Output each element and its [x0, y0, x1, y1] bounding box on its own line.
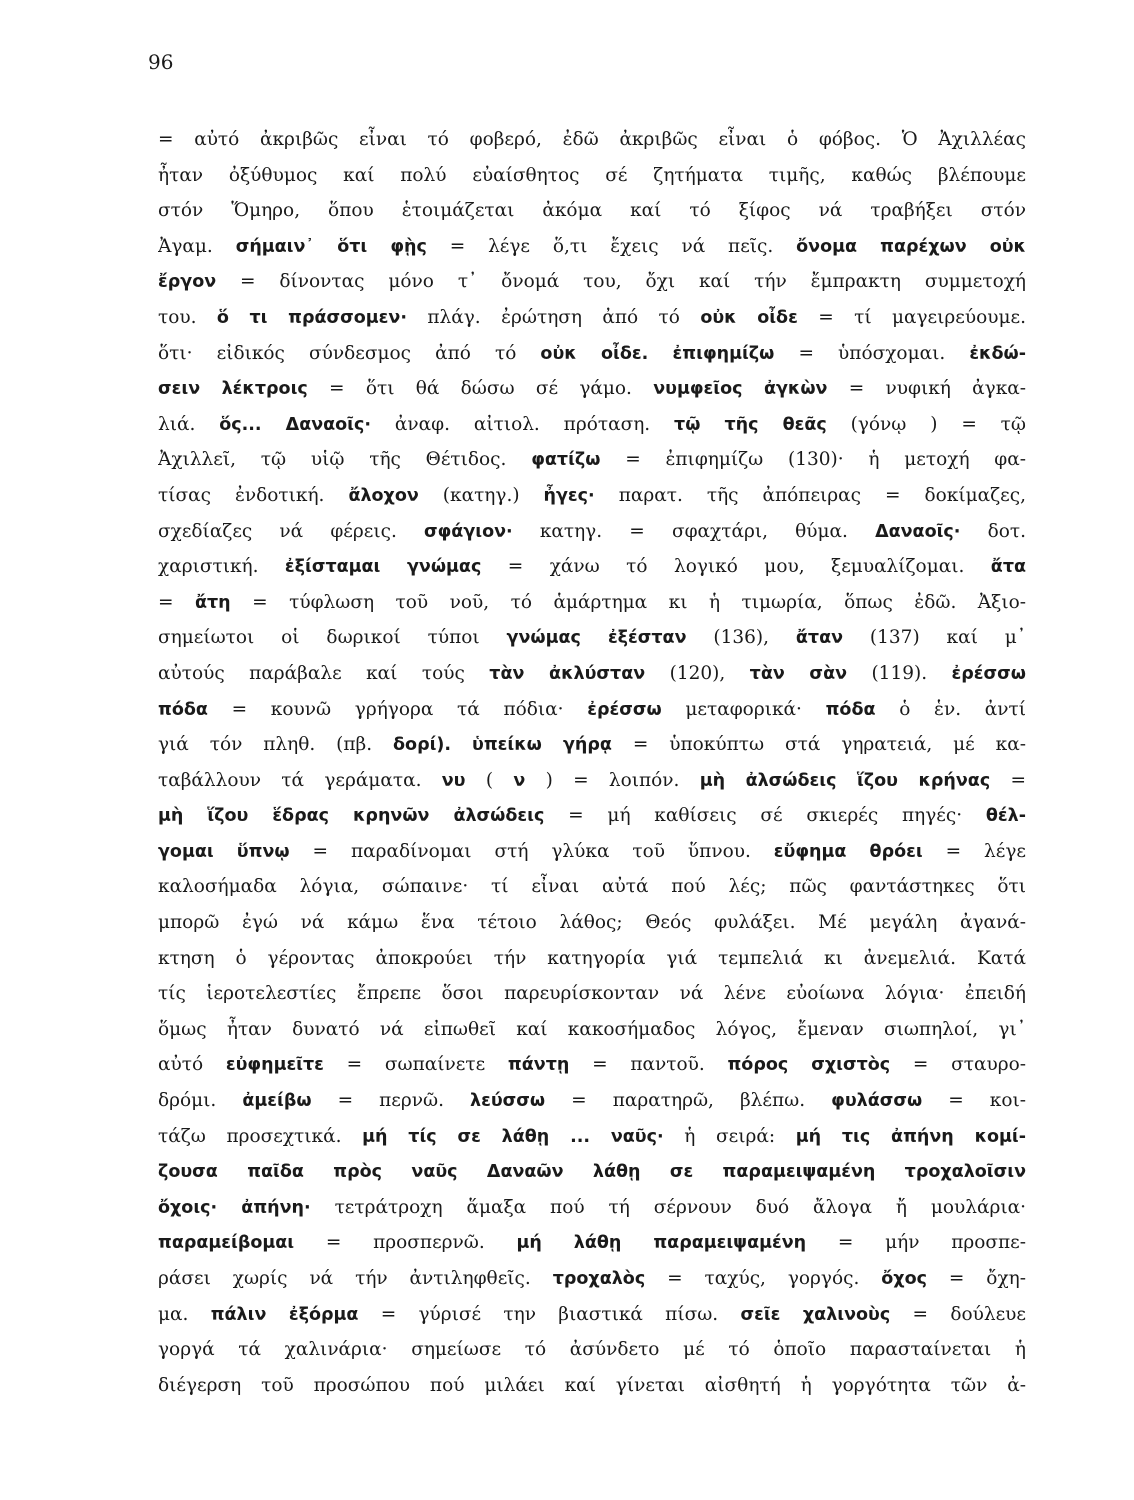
text-segment: στόν Ὅμηρο, ὅπου ἑτοιμάζεται ἀκόμα καί τό ξίφος νά τραβήξει στόν	[158, 200, 1026, 222]
lemma-term: ἐρέσσω	[587, 699, 662, 720]
text-line	[158, 1297, 1026, 1333]
text-segment: χαριστική.	[158, 556, 285, 578]
text-segment: μπορῶ ἐγώ νά κάμω ἕνα τέτοιο λάθος; Θεός φυλάξει. Μέ μεγάλη ἀγανά-	[158, 912, 1026, 934]
lemma-term: σεῖε χαλινοὺς	[740, 1304, 891, 1325]
text-segment: λιά.	[158, 413, 220, 435]
text-segment: ὅτι· εἰδικός σύνδεσμος ἀπό τό	[158, 342, 541, 364]
text-line	[158, 478, 1026, 514]
text-segment: = γύρισέ την βιαστικά πίσω.	[358, 1303, 741, 1325]
text-segment: σχεδίαζες νά φέρεις.	[158, 520, 424, 542]
text-segment: γιά τόν πληθ. (πβ.	[158, 734, 394, 756]
text-segment: σημείωτοι οἱ δωρικοί τύποι	[158, 627, 507, 649]
lemma-term: ζουσα παῖδα πρὸς ναῦς Δαναῶν λάθῃ σε παραμειψαμένη τροχαλοῖσιν	[158, 1162, 1026, 1183]
text-line	[158, 727, 1026, 763]
lemma-term: ἄτα	[990, 557, 1026, 578]
text-segment: = μή καθίσεις σέ σκιερές πηγές·	[544, 805, 986, 827]
lemma-term: ἄταν	[795, 628, 844, 649]
lemma-term: ἐρέσσω	[951, 663, 1026, 684]
lemma-term: πόδα	[825, 699, 876, 720]
text-segment: = κουνῶ γρήγορα τά πόδια·	[207, 698, 588, 720]
text-segment: Ἀγαμ.	[158, 235, 236, 257]
lemma-term: φυλάσσω	[831, 1091, 923, 1112]
commentary-text	[158, 122, 1026, 1403]
text-segment: τίσας ἐνδοτική.	[158, 484, 349, 506]
text-segment: = δίνοντας μόνο τ᾽ ὄνομά του, ὄχι καί τήν ἔμπρακτη συμμετοχή	[216, 271, 1026, 293]
lemma-term: πάντῃ	[507, 1055, 570, 1076]
lemma-term: ἔργον	[158, 272, 217, 293]
text-segment: = λέγε ὅ,τι ἔχεις νά πεῖς.	[426, 235, 797, 257]
text-line	[158, 122, 1026, 158]
lemma-term: ἀμείβω	[242, 1091, 312, 1112]
text-line	[158, 158, 1026, 194]
lemma-term: ὅ τι πράσσομεν·	[216, 307, 407, 328]
lemma-term: ἄλοχον	[348, 485, 419, 506]
text-segment: ὅμως ἦταν δυνατό νά εἰπωθεῖ καί κακοσήμαδος λόγος, ἔμεναν σιωπηλοί, γι᾽	[158, 1018, 1026, 1040]
text-segment: = τί μαγειρεύουμε.	[797, 306, 1026, 328]
text-segment: = ὄχη-	[926, 1268, 1026, 1289]
lemma-term: οὐκ οἶδε. ἐπιφημίζω	[540, 343, 775, 364]
text-segment: (119).	[847, 662, 952, 684]
lemma-term: μὴ ἀλσώδεις ἵζου κρήνας	[699, 770, 991, 791]
text-line	[158, 1332, 1026, 1368]
text-segment: ) = λοιπόν.	[525, 769, 700, 791]
text-segment: = αὐτό ἀκριβῶς εἶναι τό φοβερό, ἐδῶ ἀκριβῶς εἶναι ὁ φόβος. Ὁ Ἀχιλλέας	[158, 129, 1026, 150]
text-segment: κατηγ. = σφαχτάρι, θύμα.	[512, 520, 876, 542]
text-line	[158, 656, 1026, 692]
text-segment: αὐτούς παράβαλε καί τούς	[158, 662, 490, 684]
text-segment: =	[990, 769, 1026, 791]
lemma-term: εὐφημεῖτε	[225, 1055, 324, 1076]
text-segment: = δούλευε	[890, 1303, 1026, 1325]
text-segment: αὐτό	[158, 1054, 226, 1076]
text-segment: = τύφλωση τοῦ νοῦ, τό ἁμάρτημα κι ἡ τιμωρία, ὅπως ἐδῶ. Ἀξιο-	[230, 591, 1026, 613]
text-segment: = κοι-	[922, 1090, 1026, 1112]
text-segment: τάζω προσεχτικά.	[158, 1125, 363, 1147]
text-segment: (γόνῳ ) = τῷ	[826, 413, 1026, 435]
lemma-term: πάλιν ἐξόρμα	[210, 1304, 359, 1325]
text-segment: δοτ.	[960, 520, 1026, 542]
text-line	[158, 514, 1026, 550]
text-segment: ταβάλλουν τά γεράματα.	[158, 769, 442, 791]
text-segment: = παρατηρῶ, βλέπω.	[545, 1090, 832, 1112]
lemma-term: ἐκδώ-	[969, 343, 1026, 364]
lemma-term: πόρος σχιστὸς	[727, 1055, 891, 1076]
text-segment: ἡ σειρά:	[663, 1125, 796, 1147]
text-line	[158, 407, 1026, 443]
lemma-term: δορί).	[393, 735, 452, 756]
text-segment: μεταφορικά·	[661, 698, 826, 720]
lemma-term: ὑπείκω γήρᾳ	[472, 735, 612, 756]
lemma-term: γνώμας ἐξέσταν	[506, 628, 687, 649]
lemma-term: Δαναοῖς·	[875, 521, 961, 542]
text-line	[158, 905, 1026, 941]
text-segment: τετράτροχη ἅμαξα πού τή σέρνουν δυό ἄλογα ἤ μουλάρια·	[310, 1196, 1026, 1218]
text-line	[158, 1154, 1026, 1190]
text-segment: διέγερση τοῦ προσώπου πού μιλάει καί γίνεται αἰσθητή ἡ γοργότητα τῶν ἀ-	[158, 1374, 1026, 1396]
text-line	[158, 1190, 1026, 1226]
text-segment: = ὑπόσχομαι.	[774, 342, 970, 364]
lemma-term: σειν λέκτροις	[158, 379, 308, 400]
text-segment: τίς ἱεροτελεστίες ἔπρεπε ὅσοι παρευρίσκονταν νά λένε εὐοίωνα λόγια· ἐπειδή	[158, 983, 1026, 1005]
text-segment: ἀναφ. αἰτιολ. πρόταση.	[371, 413, 675, 435]
text-segment: πλάγ. ἐρώτηση ἀπό τό	[406, 306, 701, 328]
text-line	[158, 1012, 1026, 1048]
lemma-term: τὰν σὰν	[749, 663, 848, 684]
lemma-term: οὐκ οἶδε	[700, 307, 798, 328]
text-segment: (136),	[686, 627, 796, 649]
text-segment: ὁ ἑν. ἀντί	[875, 698, 1026, 720]
text-line	[158, 229, 1026, 265]
lemma-term: λεύσσω	[470, 1091, 546, 1112]
text-line	[158, 976, 1026, 1012]
text-line	[158, 585, 1026, 621]
text-segment: (120),	[645, 662, 750, 684]
text-segment: = νυφική ἀγκα-	[827, 378, 1026, 400]
text-segment: δρόμι.	[158, 1090, 243, 1112]
lemma-term: ὄχοις· ἀπήνη·	[158, 1197, 311, 1218]
text-segment: =	[158, 591, 195, 613]
lemma-term: μή τις ἀπήνη κομί-	[795, 1126, 1026, 1147]
text-segment: = ἐπιφημίζω (130)· ἡ μετοχή φα-	[600, 449, 1026, 471]
text-segment: = παντοῦ.	[569, 1054, 728, 1076]
text-segment: = παραδίνομαι στή γλύκα τοῦ ὕπνου.	[289, 840, 774, 862]
lemma-term: σήμαιν᾽ ὅτι φῂς	[235, 236, 427, 257]
lemma-term: νυμφεῖος ἀγκὼν	[653, 379, 828, 400]
text-segment: ἦταν ὀξύθυμος καί πολύ εὐαίσθητος σέ ζητήματα τιμῆς, καθώς βλέπουμε	[158, 164, 1026, 186]
lemma-term: θέλ-	[985, 806, 1026, 827]
text-line	[158, 371, 1026, 407]
text-segment: (κατηγ.)	[418, 484, 544, 506]
text-segment: ράσει χωρίς νά τήν ἀντιληφθεῖς.	[158, 1268, 553, 1289]
text-line	[158, 336, 1026, 372]
text-line	[158, 1261, 1026, 1297]
lemma-term: μή λάθῃ παραμειψαμένη	[516, 1233, 807, 1254]
lemma-term: μή τίς σε λάθῃ ... ναῦς·	[362, 1126, 664, 1147]
text-line	[158, 300, 1026, 336]
lemma-term: σφάγιον·	[423, 521, 513, 542]
text-segment: = ὑποκύπτω στά γηρατειά, μέ κα-	[611, 734, 1026, 756]
text-segment: καλοσήμαδα λόγια, σώπαινε· τί εἶναι αὐτά πού λές; πῶς φαντάστηκες ὅτι	[158, 876, 1026, 898]
text-segment: γοργά τά χαλινάρια· σημείωσε τό ἀσύνδετο μέ τό ὁποῖο παρασταίνεται ἡ	[158, 1339, 1026, 1361]
lemma-term: ὄνομα παρέχων οὐκ	[796, 236, 1026, 257]
lemma-term: ἄτη	[194, 592, 231, 613]
text-line	[158, 1083, 1026, 1119]
text-line	[158, 442, 1026, 478]
text-segment	[451, 734, 472, 755]
lemma-term: γομαι ὕπνῳ	[158, 841, 290, 862]
lemma-term: παραμείβομαι	[158, 1233, 295, 1254]
text-segment: (	[465, 769, 514, 791]
text-line	[158, 1047, 1026, 1083]
text-line	[158, 549, 1026, 585]
lemma-term: τροχαλὸς	[552, 1269, 646, 1289]
lemma-term: ὄχος	[881, 1269, 927, 1289]
text-segment: = σωπαίνετε	[323, 1054, 508, 1076]
text-line	[158, 1368, 1026, 1404]
text-line	[158, 620, 1026, 656]
text-segment: κτηση ὁ γέροντας ἀποκρούει τήν κατηγορία γιά τεμπελιά κι ἀνεμελιά. Κατά	[158, 947, 1026, 969]
text-segment: = λέγε	[922, 840, 1026, 862]
text-segment: = σταυρο-	[890, 1054, 1026, 1076]
text-segment: μα.	[158, 1303, 211, 1325]
lemma-term: φατίζω	[531, 450, 601, 471]
lemma-term: τῷ τῆς θεᾶς	[674, 414, 827, 435]
text-line	[158, 941, 1026, 977]
text-line	[158, 264, 1026, 300]
page-number: 96	[148, 50, 174, 74]
text-line	[158, 869, 1026, 905]
lemma-term: ν	[513, 770, 526, 791]
text-line	[158, 692, 1026, 728]
text-line	[158, 1225, 1026, 1261]
lemma-term: ὅς... Δαναοῖς·	[219, 414, 372, 435]
lemma-term: μὴ ἵζου ἕδρας κρηνῶν ἀλσώδεις	[158, 806, 545, 827]
text-line	[158, 1119, 1026, 1155]
lemma-term: εὔφημα θρόει	[773, 841, 923, 862]
text-line	[158, 798, 1026, 834]
text-segment: = προσπερνῶ.	[294, 1232, 517, 1254]
text-line	[158, 193, 1026, 229]
lemma-term: ἦγες·	[543, 485, 595, 506]
text-segment: (137) καί μ᾽	[843, 627, 1026, 649]
text-segment: = περνῶ.	[311, 1090, 471, 1112]
text-line	[158, 834, 1026, 870]
text-segment: παρατ. τῆς ἀπόπειρας = δοκίμαζες,	[594, 484, 1026, 506]
lemma-term: ἐξίσταμαι γνώμας	[284, 557, 482, 578]
text-segment: = ὅτι θά δώσω σέ γάμο.	[307, 378, 654, 400]
lemma-term: πόδα	[158, 699, 208, 720]
text-segment: του.	[158, 306, 217, 328]
lemma-term: τὰν ἀκλύσταν	[489, 663, 646, 684]
lemma-term: νυ	[441, 770, 466, 791]
text-segment: = μήν προσπε-	[806, 1232, 1026, 1254]
text-segment: = χάνω τό λογικό μου, ξεμυαλίζομαι.	[481, 556, 991, 578]
text-segment: = ταχύς, γοργός.	[645, 1268, 882, 1289]
text-line	[158, 763, 1026, 799]
text-segment: Ἀχιλλεῖ, τῷ υἱῷ τῆς Θέτιδος.	[158, 449, 532, 471]
